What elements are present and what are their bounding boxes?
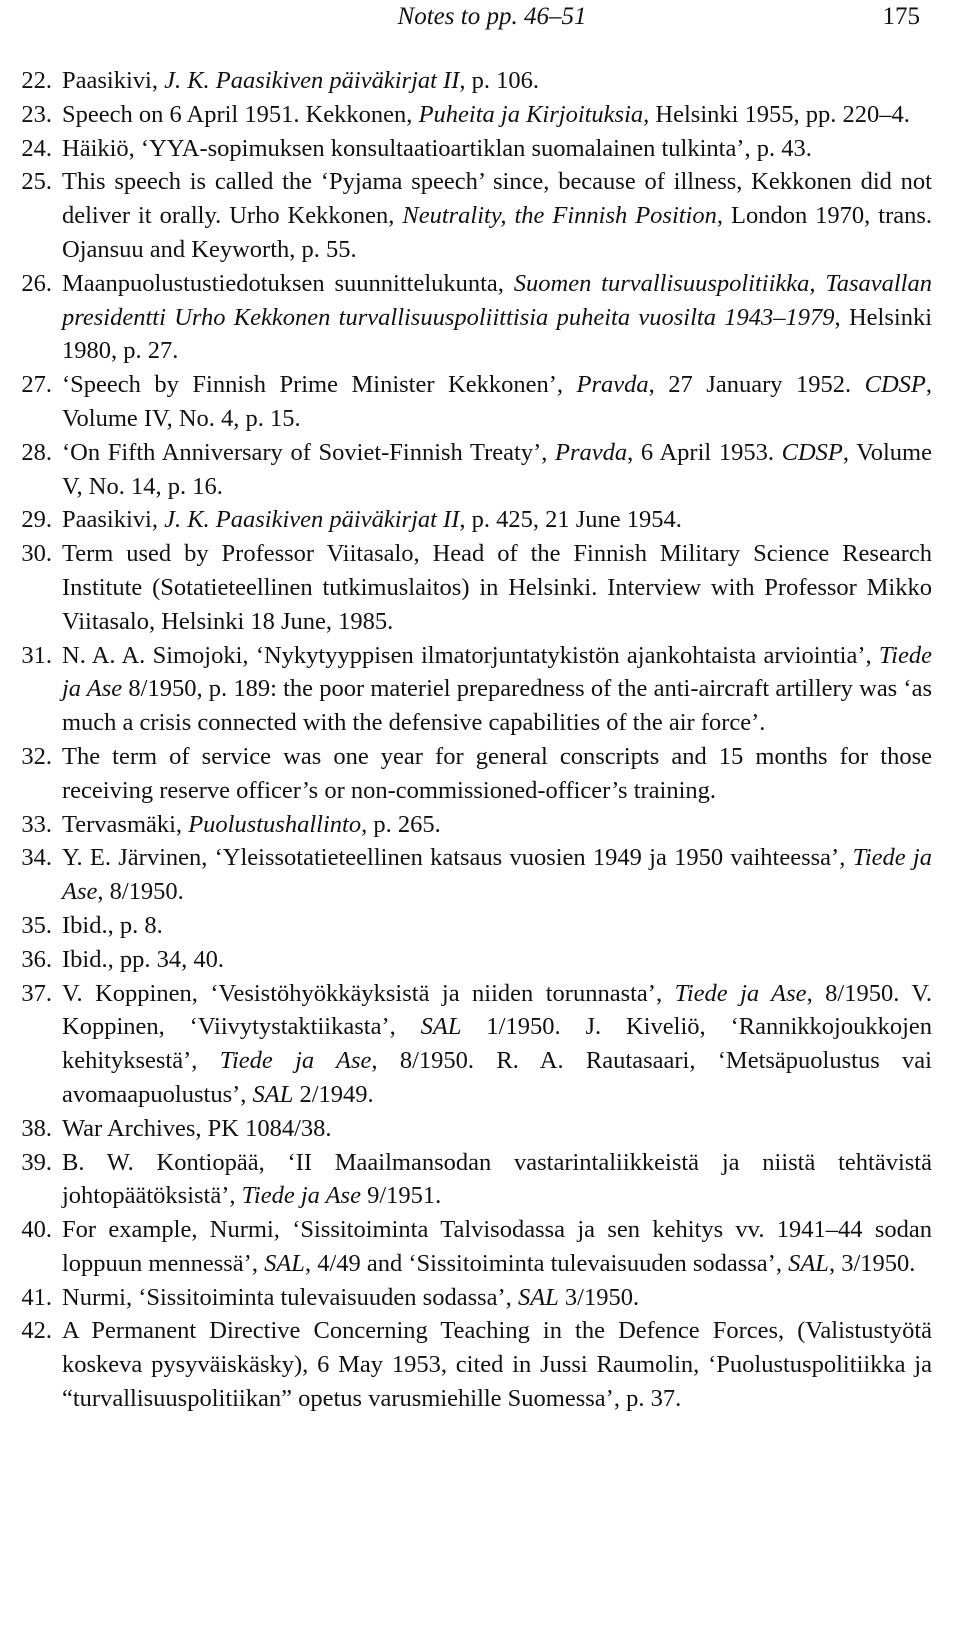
endnote <box>14 1314 932 1415</box>
endnote-number: 41. <box>21 1283 52 1311</box>
endnote-text-run: Tervasmäki, <box>62 810 189 838</box>
endnote-title: Tiede ja Ase <box>62 844 932 906</box>
endnote-number: 27. <box>21 371 52 399</box>
endnote-text-run: This speech is called the ‘Pyjama speech’ since, because of illness, Kekkonen did not deliver it orally. Urho Kekkonen, <box>62 168 932 230</box>
endnote <box>14 98 932 132</box>
endnote-text-run: The term of service was one year for general conscripts and 15 months for those receiving reserve officer’s or non-commissioned-officer’s training. <box>62 742 932 804</box>
endnote-text <box>62 537 932 638</box>
endnote-text-run: , p. 106. <box>459 67 539 94</box>
endnote-text <box>62 436 932 504</box>
endnote-text <box>62 98 932 132</box>
endnote-title: Tiede ja Ase <box>219 1047 372 1075</box>
page-number: 175 <box>882 3 920 30</box>
endnote-title: J. K. Paasikiven päiväkirjat II <box>164 506 460 534</box>
endnote-text <box>62 503 932 537</box>
endnote-text-run: , Helsinki 1955, pp. 220–4. <box>643 100 910 128</box>
endnote-text-run: Speech on 6 April 1951. Kekkonen, <box>62 100 419 128</box>
endnote-number: 24. <box>21 134 52 162</box>
endnote-text <box>62 132 932 166</box>
endnote <box>14 267 932 368</box>
endnote-text-run: N. A. A. Simojoki, ‘Nykytyyppisen ilmatorjuntatykistön ajankohtaista arviointia’, <box>62 641 879 669</box>
endnote-text-run: A Permanent Directive Concerning Teaching in the Defence Forces, (Valistustyötä koskeva pysyväiskäsky), 6 May 1953, cited in Jussi Raumolin, ‘Puolustuspolitiikka ja “turvallisuuspolitiikan” opetus varusmiehille Suomessa’, p. 37. <box>62 1317 932 1413</box>
endnote <box>14 436 932 504</box>
running-head <box>64 0 920 40</box>
endnote-text-run: B. W. Kontiopää, ‘II Maailmansodan vastarintaliikkeistä ja niistä tehtävistä johtopäätöksistä’, <box>62 1148 932 1210</box>
endnote <box>14 165 932 266</box>
endnote <box>14 64 932 98</box>
endnote-number: 35. <box>21 911 52 939</box>
endnote-number: 23. <box>21 100 52 128</box>
endnote-title: CDSP <box>864 371 926 399</box>
endnote-text-run: , 27 January 1952. <box>648 371 865 399</box>
endnote-text-run: , p. 265. <box>361 810 441 838</box>
endnote-text-run: 1/1950. J. Kiveliö, ‘Rannikkojoukkojen kehityksestä’, <box>62 1013 933 1075</box>
endnote <box>14 1213 932 1281</box>
endnote <box>14 639 932 740</box>
endnote-title: Pravda <box>555 438 628 466</box>
endnote-text-run: , Volume IV, No. 4, p. 15. <box>62 371 932 432</box>
endnote-title: Suomen turvallisuuspolitiikka, Tasavallan presidentti Urho Kekkonen turvallisuuspoliittisia puheita vuosilta 1943–1979 <box>62 269 932 331</box>
endnote-text-run: 8/1950, p. 189: the poor materiel preparedness of the anti-aircraft artillery was ‘as much a crisis connected with the defensive capabilities of the air force’. <box>62 675 932 737</box>
endnotes-list <box>14 64 932 1416</box>
endnote-title: J. K. Paasikiven päiväkirjat II <box>164 67 460 94</box>
endnote-text-run: ‘On Fifth Anniversary of Soviet-Finnish Treaty’, <box>62 438 556 466</box>
endnote-number: 34. <box>21 844 52 872</box>
endnote-number: 31. <box>21 641 52 669</box>
endnote-text <box>62 740 932 808</box>
endnote-text <box>62 639 932 740</box>
endnote-title: Tiede ja Ase <box>241 1182 361 1210</box>
endnote-text-run: 2/1949. <box>293 1080 374 1108</box>
endnote-number: 28. <box>21 438 52 466</box>
endnote-text-run: Y. E. Järvinen, ‘Yleissotatieteellinen katsaus vuosien 1949 ja 1950 vaihteessa’, <box>62 844 853 872</box>
endnote-title: Puheita ja Kirjoituksia <box>418 100 644 128</box>
endnote-text-run: Ibid., pp. 34, 40. <box>62 945 224 973</box>
endnote-text-run: , 8/1950. R. A. Rautasaari, ‘Metsäpuolustus vai avomaapuolustus’, <box>62 1047 932 1108</box>
endnote-text-run: , 3/1950. <box>828 1249 916 1277</box>
endnote-title: SAL <box>517 1283 559 1311</box>
endnote-text-run: , 6 April 1953. <box>627 438 782 466</box>
endnote-text-run: , 4/49 and ‘Sissitoiminta tulevaisuuden sodassa’, <box>304 1249 789 1277</box>
endnote-text-run: , Volume V, No. 14, p. 16. <box>62 438 932 500</box>
endnote-number: 32. <box>21 742 52 770</box>
running-title: Notes to pp. 46–51 <box>397 3 587 30</box>
endnote-title: Pravda <box>576 371 649 399</box>
endnote-text <box>62 267 932 368</box>
endnote <box>14 132 932 166</box>
endnote-number: 39. <box>21 1148 52 1176</box>
endnote-title: Tiede ja Ase <box>674 979 807 1007</box>
endnote-text <box>62 1314 932 1415</box>
endnote <box>14 368 932 436</box>
endnote-title: Puolustushallinto <box>188 810 362 838</box>
endnote-number: 26. <box>21 269 52 297</box>
endnote <box>14 977 932 1112</box>
endnote-number: 38. <box>21 1114 52 1142</box>
endnote <box>14 841 932 909</box>
endnote-text <box>62 165 932 266</box>
endnote <box>14 909 932 943</box>
endnote-text-run: Paasikivi, <box>62 506 165 534</box>
endnote-text-run: 9/1951. <box>360 1182 442 1210</box>
endnote-text-run: V. Koppinen, ‘Vesistöhyökkäyksistä ja niiden torunnasta’, <box>62 979 675 1007</box>
endnote-title: Neutrality, the Finnish Position <box>402 202 717 230</box>
endnote-text-run: , 8/1950. V. Koppinen, ‘Viivytystaktiikasta’, <box>62 979 933 1041</box>
endnote-text <box>62 1146 932 1214</box>
endnote-number: 42. <box>21 1317 52 1345</box>
endnote <box>14 1281 932 1315</box>
endnote-text <box>62 1281 932 1315</box>
endnote <box>14 1112 932 1146</box>
endnote-text-run: Ibid., p. 8. <box>62 911 163 939</box>
endnote-text-run: , Helsinki 1980, p. 27. <box>62 303 932 365</box>
endnote-text-run: , London 1970, trans. Ojansuu and Keyworth, p. 55. <box>62 202 933 263</box>
endnote-number: 30. <box>21 540 52 568</box>
endnote-text <box>62 943 932 977</box>
endnote-title: SAL <box>420 1013 462 1041</box>
endnote-text <box>62 1112 932 1146</box>
endnote-title: SAL <box>788 1249 829 1277</box>
endnote-title: Tiede ja Ase <box>62 641 932 703</box>
endnote-title: SAL <box>264 1249 305 1277</box>
endnote-text <box>62 64 932 98</box>
endnote-text-run: Term used by Professor Viitasalo, Head of the Finnish Military Science Research Institute (Sotatieteellinen tutkimuslaitos) in Helsinki. Interview with Professor Mikko Viitasalo, Helsinki 18 June, 1985. <box>62 540 932 635</box>
endnote <box>14 740 932 808</box>
endnote-title: CDSP <box>781 438 843 466</box>
endnote-number: 37. <box>21 979 52 1007</box>
endnote-title: SAL <box>252 1080 294 1108</box>
endnote-text-run: 3/1950. <box>558 1283 640 1311</box>
endnote-text-run: , p. 425, 21 June 1954. <box>459 506 682 534</box>
endnote-text <box>62 368 932 436</box>
endnote <box>14 1146 932 1214</box>
endnote-text <box>62 977 932 1112</box>
endnote-number: 36. <box>21 945 52 973</box>
endnote-number: 29. <box>21 506 52 534</box>
endnote-number: 40. <box>21 1216 52 1244</box>
endnote-text <box>62 1213 932 1281</box>
endnote-text <box>62 808 932 842</box>
endnote-number: 22. <box>21 67 52 94</box>
endnote-text <box>62 841 932 909</box>
endnote <box>14 808 932 842</box>
endnote-text-run: War Archives, PK 1084/38. <box>62 1114 332 1142</box>
endnote-text-run: , 8/1950. <box>97 878 184 906</box>
endnote <box>14 943 932 977</box>
endnote-text-run: Nurmi, ‘Sissitoiminta tulevaisuuden sodassa’, <box>62 1283 518 1311</box>
endnote-text <box>62 909 932 943</box>
endnote-text-run: For example, Nurmi, ‘Sissitoiminta Talvisodassa ja sen kehitys vv. 1941–44 sodan loppuun mennessä’, <box>62 1216 932 1277</box>
endnote <box>14 503 932 537</box>
endnote-text-run: Häikiö, ‘YYA-sopimuksen konsultaatioartiklan suomalainen tulkinta’, p. 43. <box>62 134 812 162</box>
endnote-text-run: Paasikivi, <box>62 67 165 94</box>
endnote-number: 33. <box>21 810 52 838</box>
endnote-number: 25. <box>21 168 52 196</box>
endnote-text-run: ‘Speech by Finnish Prime Minister Kekkonen’, <box>62 371 577 399</box>
endnote-text-run: Maanpuolustustiedotuksen suunnittelukunta, <box>62 269 514 297</box>
endnote <box>14 537 932 638</box>
